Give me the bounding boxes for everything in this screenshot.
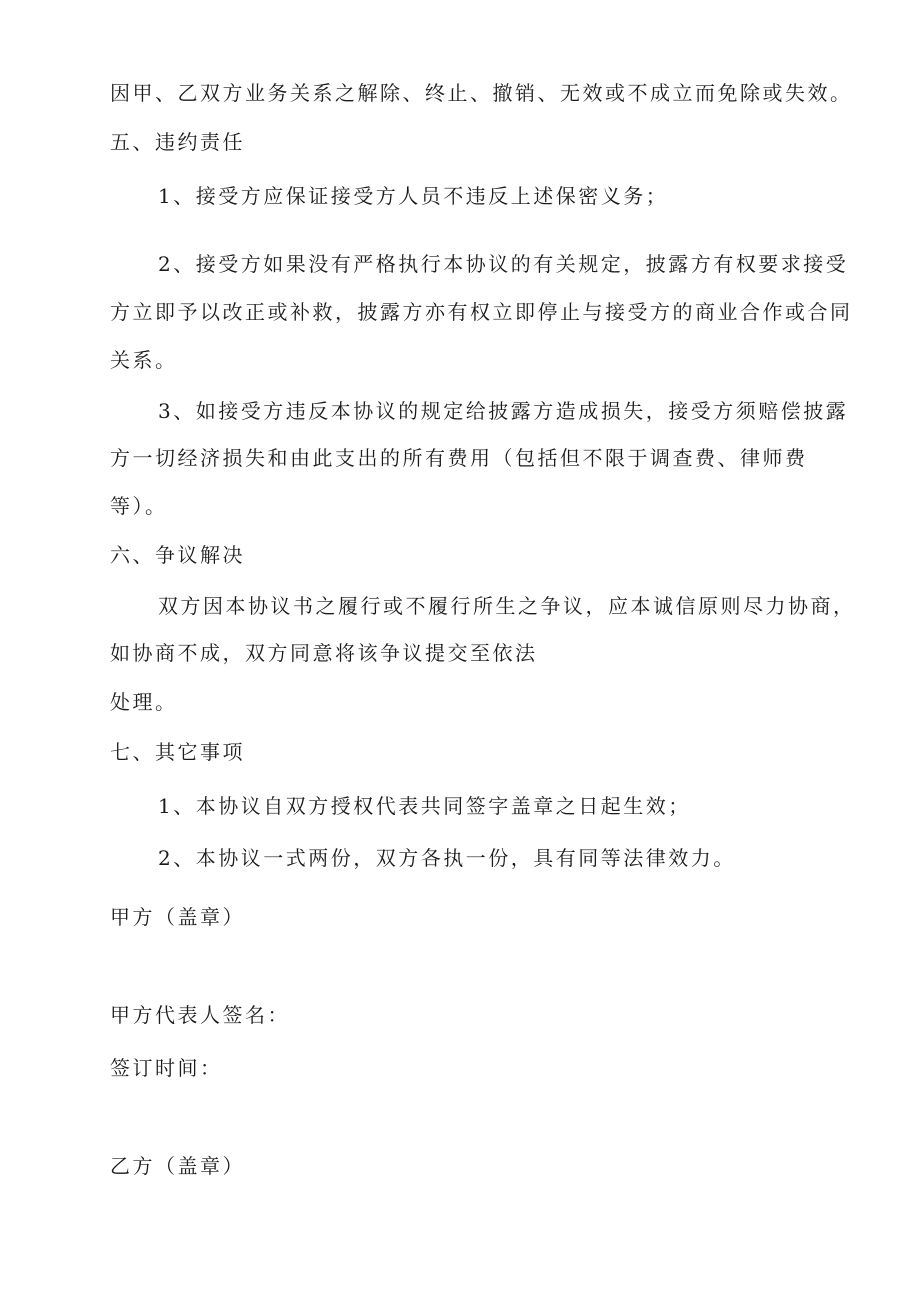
clause-item: 2、本协议一式两份，双方各执一份，具有同等法律效力。 — [158, 846, 736, 870]
clause-item: 1、本协议自双方授权代表共同签字盖章之日起生效； — [158, 794, 691, 818]
section-heading-breach: 五、违约责任 — [110, 130, 245, 154]
paragraph-line: 因甲、乙双方业务关系之解除、终止、撤销、无效或不成立而免除或失效。 — [110, 81, 853, 105]
party-b-seal-label: 乙方（盖章） — [110, 1154, 245, 1178]
clause-item: 3、如接受方违反本协议的规定给披露方造成损失，接受方须赔偿披露 — [158, 399, 849, 423]
section-heading-other: 七、其它事项 — [110, 740, 245, 764]
signing-date-label: 签订时间： — [110, 1056, 223, 1080]
paragraph-line: 双方因本协议书之履行或不履行所生之争议，应本诚信原则尽力协商， — [158, 594, 856, 618]
section-heading-dispute: 六、争议解决 — [110, 543, 245, 567]
clause-item: 1、接受方应保证接受方人员不违反上述保密义务； — [158, 184, 669, 208]
paragraph-line: 方立即予以改正或补救，披露方亦有权立即停止与接受方的商业合作或合同 — [110, 300, 853, 324]
paragraph-line: 处理。 — [110, 690, 178, 714]
paragraph-line: 等）。 — [110, 494, 168, 518]
party-a-signature-label: 甲方代表人签名： — [110, 1003, 290, 1027]
party-a-seal-label: 甲方（盖章） — [110, 905, 245, 929]
paragraph-line: 如协商不成，双方同意将该争议提交至依法 — [110, 641, 538, 665]
clause-item: 2、接受方如果没有严格执行本协议的有关规定，披露方有权要求接受 — [158, 252, 849, 276]
paragraph-line: 关系。 — [110, 348, 178, 372]
paragraph-line: 方一切经济损失和由此支出的所有费用（包括但不限于调查费、律师费 — [110, 446, 808, 470]
